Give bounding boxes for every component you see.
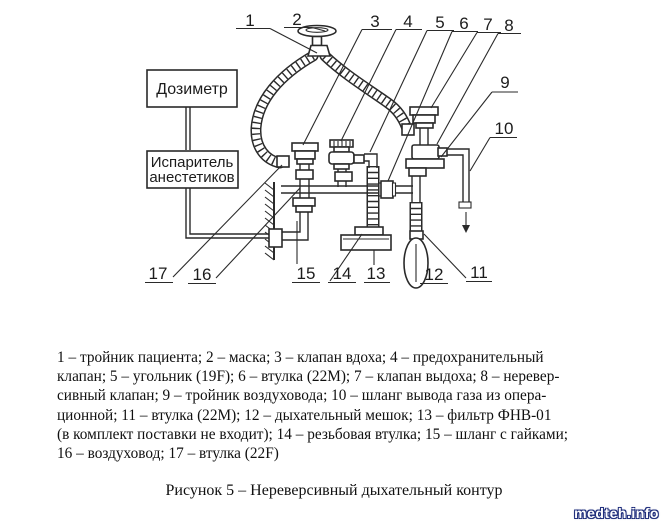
- legend-line-1: 1 – тройник пациента; 2 – маска; 3 – клапан вдоха; 4 – предохранительный: [57, 349, 544, 366]
- legend-line-3: сивный клапан; 9 – тройник воздуховода; 10 – шланг вывода газа из опера-: [57, 387, 547, 405]
- watermark: medteh.info: [574, 505, 659, 521]
- callout-17: 17: [148, 264, 168, 283]
- exhaust-hose: [447, 149, 471, 233]
- callout-2: 2: [292, 10, 302, 29]
- callout-14: 14: [332, 264, 352, 283]
- dosimeter-box: [147, 70, 237, 107]
- parts-legend: [57, 348, 623, 463]
- callout-1: 1: [245, 11, 255, 30]
- vaporizer-label-line2: анестетиков: [149, 169, 235, 186]
- callout-13: 13: [366, 264, 386, 283]
- inhalation-valve: [277, 143, 318, 212]
- callout-7: 7: [483, 15, 493, 34]
- vaporizer-box: [147, 151, 238, 188]
- callout-15: 15: [296, 264, 316, 283]
- callout-10: 10: [494, 119, 514, 138]
- legend-line-5: (в комплект поставки не входит); 14 – резьбовая втулка; 15 – шланг с гайками;: [57, 425, 569, 443]
- flow-arrow: [462, 225, 470, 233]
- callout-9: 9: [500, 73, 510, 92]
- legend-line-2: клапан; 5 – угольник (19F); 6 – втулка (22M); 7 – клапан выдоха; 8 – неревер-: [57, 368, 560, 386]
- callout-6: 6: [459, 14, 469, 33]
- callout-4: 4: [403, 12, 413, 31]
- callout-8: 8: [504, 16, 514, 35]
- exhalation-valve: [402, 107, 438, 147]
- air-duct-tee: [406, 159, 444, 203]
- figure-caption: Рисунок 5 – Нереверсивный дыхательный контур: [165, 482, 503, 499]
- dosimeter-label: Дозиметр: [156, 81, 228, 98]
- elbow-19F: [364, 154, 377, 168]
- callout-11: 11: [470, 263, 488, 282]
- callout-3: 3: [370, 12, 380, 31]
- safety-valve: [329, 140, 364, 187]
- filter-fnv01: [341, 227, 391, 250]
- callout-16: 16: [192, 265, 212, 284]
- callout-5: 5: [435, 13, 445, 32]
- patient-tee: [308, 46, 330, 57]
- wall-feedthrough-connector: [269, 229, 282, 247]
- callout-12: 12: [424, 265, 444, 284]
- hose-with-nuts: [282, 212, 308, 240]
- right-corrugated-hose: [325, 56, 407, 129]
- vaporizer-label-line1: Испаритель: [150, 154, 234, 171]
- bushing-22M-duct: [379, 181, 396, 198]
- legend-line-6: 16 – воздуховод; 17 – втулка (22F): [57, 445, 279, 463]
- legend-line-4: ционной; 11 – втулка (22M); 12 – дыхательный мешок; 13 – фильтр ФНВ-01: [57, 406, 552, 424]
